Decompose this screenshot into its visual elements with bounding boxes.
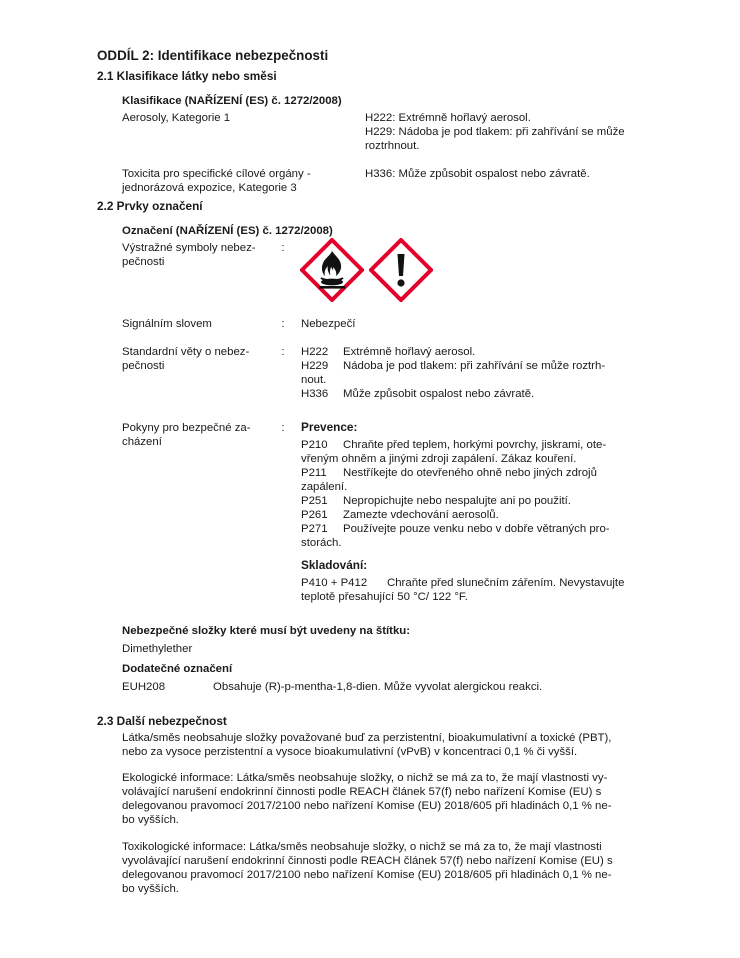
classification-row-1 <box>122 111 230 125</box>
separator: : <box>281 242 285 254</box>
hazard-line <box>301 373 641 387</box>
separator: : <box>281 422 285 434</box>
classification-text: Aerosoly, Kategorie 1 <box>122 112 231 124</box>
precaution-text: Chraňte před teplem, horkými povrchy, jiskrami, ote- <box>343 439 607 451</box>
hazard-text: nout. <box>301 374 327 386</box>
hazard-label <box>122 345 249 373</box>
label-line: cházení <box>122 436 162 448</box>
precaution-text-cont: vřeným ohněm a jinými zdroji zapálení. Zákaz kouření. <box>301 453 577 465</box>
hazard-line <box>301 359 641 373</box>
separator: : <box>281 318 285 330</box>
classification-statements-1 <box>365 111 625 153</box>
label-line: pečnosti <box>122 360 165 372</box>
s22-subheading: Označení (NAŘÍZENÍ (ES) č. 1272/2008) <box>122 225 333 237</box>
paragraph-line: vyvolávající narušení endokrinní činnosti podle REACH článek 57(f) nebo nařízení Komise (EU) s <box>122 855 613 867</box>
hazard-code: H229 <box>301 360 329 372</box>
precaution-text: Nepropichujte nebo nespalujte ani po použití. <box>343 495 571 507</box>
additional-heading: Dodatečné označení <box>122 663 233 675</box>
hazard-code: H222 <box>301 346 329 358</box>
classification-statements-2 <box>365 167 590 181</box>
additional-text: Obsahuje (R)-p-mentha-1,8-dien. Může vyvolat alergickou reakci. <box>213 681 543 693</box>
s21-subheading: Klasifikace (NAŘÍZENÍ (ES) č. 1272/2008) <box>122 95 342 107</box>
storage-item <box>301 576 646 590</box>
precaution-text-cont: storách. <box>301 537 342 549</box>
prevention-item <box>301 522 646 536</box>
s23-heading: 2.3 Další nebezpečnost <box>97 714 227 728</box>
hazard-statement: H222: Extrémně hořlavý aerosol. <box>365 112 531 124</box>
prevention-heading: Prevence: <box>301 420 358 434</box>
prevention-item <box>301 466 646 480</box>
precaution-code: P211 <box>301 467 327 479</box>
paragraph-line: bo vyšších. <box>122 814 179 826</box>
precaution-statements <box>301 420 646 604</box>
precaution-text: Nestříkejte do otevřeného ohně nebo jiných zdrojů <box>343 467 597 479</box>
hazard-statements <box>301 345 641 401</box>
precaution-code: P410 + P412 <box>301 577 368 589</box>
paragraph-line: Toxikologické informace: Látka/směs neobsahuje složky, o nichž se má za to, že mají vlastnosti <box>122 841 602 853</box>
paragraph-line: nebo za vysoce perzistentní a vysoce bioakumulativní (vPvB) v koncentraci 0,1 % či vyšší. <box>122 746 578 758</box>
toxicological-paragraph <box>122 840 662 896</box>
precaution-text: Používejte pouze venku nebo v dobře větraných pro- <box>343 523 610 535</box>
label-line: Výstražné symboly nebez- <box>122 242 256 254</box>
pbt-paragraph <box>122 731 662 759</box>
classification-row-2 <box>122 167 311 195</box>
pictogram-label <box>122 241 256 269</box>
precaution-text: Chraňte před slunečním zářením. Nevystavujte <box>387 577 625 589</box>
s22-heading: 2.2 Prvky označení <box>97 199 203 213</box>
section-title: ODDÍL 2: Identifikace nebezpečnosti <box>97 48 329 63</box>
s21-heading: 2.1 Klasifikace látky nebo směsi <box>97 69 277 83</box>
hazard-text: Nádoba je pod tlakem: při zahřívání se může roztrh- <box>343 360 606 372</box>
prevention-item <box>301 438 646 452</box>
paragraph-line: volávající narušení endokrinní činnosti podle REACH článek 57(f) nebo nařízení Komise (EU) s <box>122 786 602 798</box>
paragraph-line: Látka/směs neobsahuje složky považované buď za perzistentní, bioakumulativní a toxické (PBT), <box>122 732 612 744</box>
precaution-label <box>122 421 251 449</box>
flame-pictogram <box>300 238 364 302</box>
ecological-paragraph <box>122 771 662 827</box>
precaution-text-cont: zapálení. <box>301 481 348 493</box>
hazard-text: Může způsobit ospalost nebo závratě. <box>343 388 535 400</box>
classification-text: jednorázová expozice, Kategorie 3 <box>122 182 297 194</box>
precaution-text-cont: teplotě přesahující 50 °C/ 122 °F. <box>301 591 468 603</box>
hazard-statement: roztrhnout. <box>365 140 420 152</box>
signal-word: Nebezpečí <box>301 318 356 330</box>
precaution-code: P251 <box>301 495 328 507</box>
additional-code: EUH208 <box>122 681 166 693</box>
components-value: Dimethylether <box>122 643 193 655</box>
paragraph-line: delegovanou pravomocí 2017/2100 nebo nařízení Komise (EU) 2018/605 při hladinách 0,1 % ne- <box>122 869 612 881</box>
hazard-line <box>301 345 641 359</box>
hazard-statement: H229: Nádoba je pod tlakem: při zahřívání se může <box>365 126 625 138</box>
label-line: pečnosti <box>122 256 165 268</box>
signal-label: Signálním slovem <box>122 318 212 330</box>
paragraph-line: delegovanou pravomocí 2017/2100 nebo nařízení Komise (EU) 2018/605 při hladinách 0,1 % ne- <box>122 800 612 812</box>
classification-text: Toxicita pro specifické cílové orgány - <box>122 168 311 180</box>
hazard-text: Extrémně hořlavý aerosol. <box>343 346 476 358</box>
components-heading: Nebezpečné složky které musí být uvedeny na štítku: <box>122 625 411 637</box>
storage-heading: Skladování: <box>301 558 368 572</box>
paragraph-line: bo vyšších. <box>122 883 179 895</box>
precaution-code: P210 <box>301 439 328 451</box>
exclamation-pictogram <box>369 238 433 302</box>
precaution-text: Zamezte vdechování aerosolů. <box>343 509 499 521</box>
precaution-code: P261 <box>301 509 328 521</box>
hazard-code: H336 <box>301 388 329 400</box>
label-line: Standardní věty o nebez- <box>122 346 250 358</box>
hazard-statement: H336: Může způsobit ospalost nebo závratě. <box>365 168 590 180</box>
separator: : <box>281 346 285 358</box>
hazard-line <box>301 387 641 401</box>
precaution-code: P271 <box>301 523 328 535</box>
label-line: Pokyny pro bezpečné za- <box>122 422 251 434</box>
prevention-item <box>301 494 646 508</box>
paragraph-line: Ekologické informace: Látka/směs neobsahuje složky, o nichž se má za to, že mají vlastnosti vy- <box>122 772 608 784</box>
prevention-item <box>301 508 646 522</box>
